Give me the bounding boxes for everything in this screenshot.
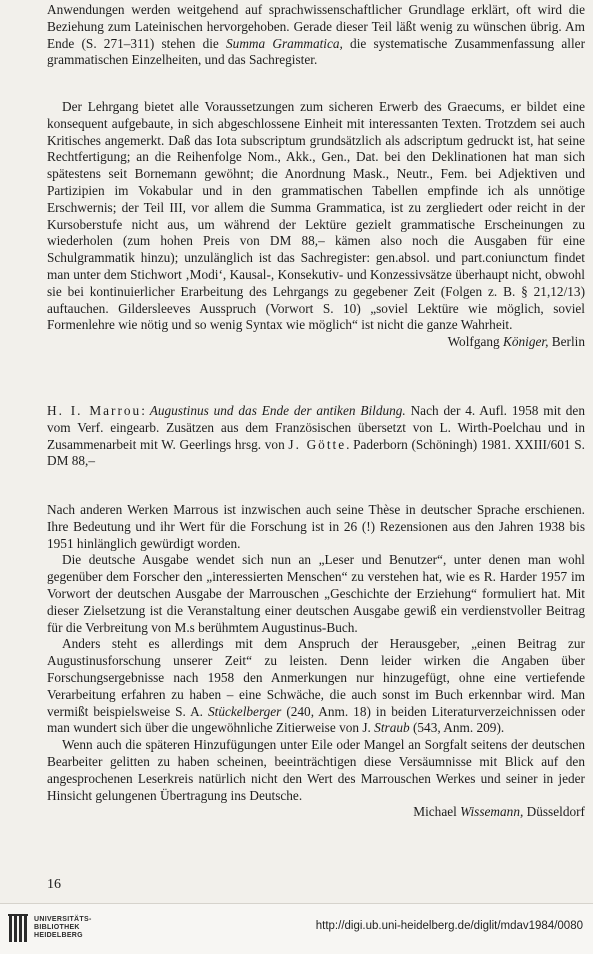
book-author: H. I. Marrou	[47, 403, 142, 418]
source-url-link[interactable]: http://digi.ub.uni-heidelberg.de/diglit/mdav1984/0080	[315, 920, 583, 932]
reviewer-signature: Wolfgang Königer, Berlin	[447, 334, 585, 350]
reviewer-signature: Michael Wissemann, Düsseldorf	[413, 804, 585, 820]
review-koeniger	[47, 2, 585, 69]
page-number: 16	[47, 877, 61, 892]
review-koeniger-body	[47, 99, 585, 351]
paragraph: Wenn auch die späteren Hinzufügungen unter Eile oder Mangel an Sorgfalt seitens der deutschen Bearbeiter gelitten zu haben scheinen, beeinträchtigen diese Versäumnisse mit Blick auf den angesprochenen Leserkreis natürlich nicht den Wert des Marrouschen Werkes und seiner in jeder Hinsicht gelungenen Übertragung ins Deutsche.	[47, 737, 585, 803]
review-wissemann	[47, 502, 585, 821]
bibliographic-header	[47, 403, 585, 470]
paragraph: Anders steht es allerdings mit dem Anspruch der Herausgeber, „einen Beitrag zur Augustinusforschung unserer Zeit“ zu leisten. Denn leider wirken die Angaben über Forschungsergebnisse nach 1958 den Anmerkungen nur hinzugefügt, ohne eine vertiefende Verarbeitung erfahren zu haben – eine Schwäche, die auch sonst im Buch erkennbar wird. Man vermißt beispielsweise S. A. Stückelberger (240, Anm. 18) in beiden Literaturverzeichnissen oder man wundert sich über die ungewöhnliche Zitierweise von J. Straub (543, Anm. 209).	[47, 636, 586, 736]
footer-bar	[0, 903, 593, 954]
book-editor: J. Götte	[288, 436, 347, 452]
reviewer-surname: Wissemann,	[460, 804, 524, 820]
cited-name: Straub	[374, 720, 410, 736]
cited-name: Stückelberger	[208, 703, 282, 719]
book-title: Augustinus und das Ende der antiken Bildung.	[149, 403, 406, 418]
paragraph: Die deutsche Ausgabe wendet sich nun an „Leser und Benutzer“, unter denen man wohl gegenüber dem Forscher den „interessierten Menschen“ zu verstehen hat, wie es R. Harder 1957 im Vorwort der deutschen Ausgabe der Marrouschen „Geschichte der Erziehung“ formuliert hat. Mit dieser Zielsetzung ist die Veranstaltung einer deutschen Ausgabe gewiß ein verdienstvoller Beitrag für die Verbreitung von M.s berühmtem Augustinus-Buch.	[47, 552, 585, 635]
book-citation: H. I. Marrou: Augustinus und das Ende der antiken Bildung. Nach der 4. Aufl. 1958 mit den vom Verf. eingearb. Zusätzen aus dem Französischen übersetzt von L. Wirth-Poelchau und in Zusammenarbeit mit W. Geerlings hrsg. von J. Götte. Paderborn (Schöningh) 1981. XXIII/601 S. DM 88,–	[47, 403, 585, 469]
paragraph: Nach anderen Werken Marrous ist inzwischen auch seine Thèse in deutscher Sprache erschienen. Ihre Bedeutung und ihr Wert für die Forschung ist in 26 (!) Rezensionen aus den Jahren 1938 bis 1951 hinlänglich gewürdigt worden.	[47, 502, 585, 551]
reviewer-surname: Königer,	[503, 334, 549, 350]
title-italic: Summa Grammatica,	[226, 35, 343, 51]
paragraph: Anwendungen werden weitgehend auf sprachwissenschaftlicher Grundlage erklärt, oft wird die Beziehung zum Lateinischen hervorgehoben. Gerade dieser Teil läßt wenig zu wünschen übrig. Am Ende (S. 271–311) stehen die Summa Grammatica, die systematische Zusammenfassung aller grammatischen Einzelheiten, und das Sachregister.	[47, 2, 585, 68]
library-logo-text: UNIVERSITÄTS- BIBLIOTHEK HEIDELBERG	[34, 916, 92, 939]
library-logo-icon	[8, 914, 30, 944]
paragraph: Der Lehrgang bietet alle Voraussetzungen zum sicheren Erwerb des Graecums, er bildet eine konsequent aufgebaute, in sich abgeschlossene Einheit mit interessanten Texten. Trotzdem sei auch Kritisches angemerkt. Daß das Iota subscriptum grundsätzlich als adscriptum gedruckt ist, hat seine Rechtfertigung; an die Reihenfolge Nom., Akk., Gen., Dat. bei den Deklinationen hat man sich spätestens seit Bornemann gewöhnt; die Anordnung Mask., Neutr., Fem. bei Adjektiven und Partizipien im Vokabular und in den grammatischen Tabellen empfinde ich als unnötige Erschwernis; der Teil III, vor allem die Summa Grammatica, ist zu zergliedert oder reicht in der Kursoberstufe nicht aus, um während der Lektüre gezielt grammatische Erscheinungen zu wiederholen (zum hohen Preis von DM 88,– kämen also noch die Ausgaben für eine Schulgrammatik hinzu); unzulänglich ist das Sachregister: gen.absol. und part.coniunctum findet man unter dem Stichwort ‚Modi‘, Kausal-, Konsekutiv- und Konzessivsätze überhaupt nicht, obwohl sie bei kontinuierlicher Erarbeitung des Lehrgangs zu gegebener Zeit (Folgen z. B. § 21,12/13) auftauchen. Gildersleeves Ausspruch (Vorwort S. 10) „soviel Lektüre wie möglich, soviel Formenlehre wie nötig und so wenig Syntax wie möglich“ ist nicht die ganze Wahrheit.	[47, 99, 585, 333]
